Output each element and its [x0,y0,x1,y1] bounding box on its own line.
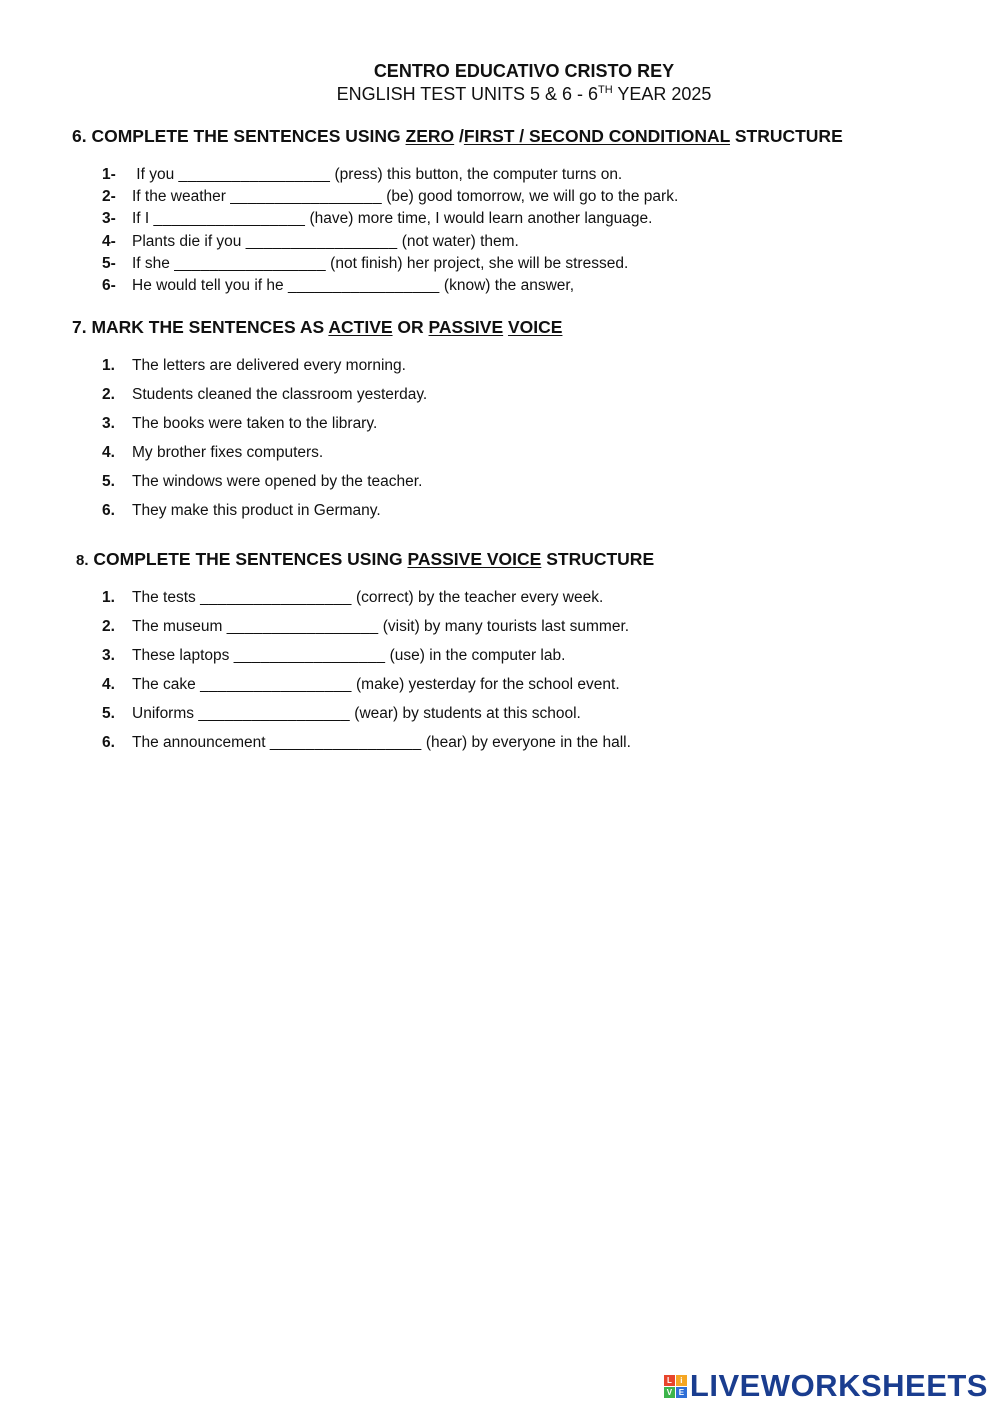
answer-blank[interactable]: _________________ [178,166,331,183]
document-header [0,60,1000,106]
list-item[interactable]: 2. Students cleaned the classroom yesterday. [102,386,428,403]
answer-blank[interactable]: _________________ [287,276,440,294]
list-item: 2. The museum _________________ (visit) by many tourists last summer. [102,618,630,635]
answer-blank[interactable]: _________________ [174,254,326,272]
answer-blank[interactable]: _________________ [153,210,306,228]
answer-blank[interactable]: _________________ [230,188,382,206]
brand-wordmark: LIVEWORKSHEETS [689,1368,988,1403]
liveworksheets-logo-icon: L i V E [664,1375,687,1398]
list-item[interactable]: 6. They make this product in Germany. [102,502,381,519]
list-item[interactable]: 5. The windows were opened by the teacher. [102,473,423,490]
answer-blank[interactable]: _________________ [200,676,352,693]
list-item: 3- If I _________________ (have) more time, I would learn another language. [102,210,653,228]
answer-blank[interactable]: _________________ [200,589,352,606]
section-6-title: 6. COMPLETE THE SENTENCES USING ZERO /FIRST / SECOND CONDITIONAL STRUCTURE [72,126,843,146]
answer-blank[interactable]: _________________ [226,618,379,635]
section-8-title: 8. COMPLETE THE SENTENCES USING PASSIVE VOICE STRUCTURE [76,549,655,569]
list-item[interactable]: 1. The letters are delivered every morning. [102,357,406,374]
list-item: 4. The cake _________________ (make) yesterday for the school event. [102,676,620,693]
answer-blank[interactable]: _________________ [245,232,398,250]
section-7-title: 7. MARK THE SENTENCES AS ACTIVE OR PASSIVE VOICE [72,317,563,337]
list-item: 1. The tests _________________ (correct) by the teacher every week. [102,589,604,606]
list-item[interactable]: 3. The books were taken to the library. [102,415,378,432]
answer-blank[interactable]: _________________ [269,734,422,751]
section-8-list [102,589,631,763]
list-item: 3. These laptops _________________ (use) in the computer lab. [102,647,566,664]
list-item: 4- Plants die if you _________________ (not water) them. [102,232,519,250]
list-item[interactable]: 4. My brother fixes computers. [102,444,324,461]
answer-blank[interactable]: _________________ [233,647,386,664]
list-item: 5- If she _________________ (not finish) her project, she will be stressed. [102,254,629,272]
answer-blank[interactable]: _________________ [198,705,350,722]
list-item: 6- He would tell you if he _________________ (know) the answer, [102,276,575,294]
list-item: 6. The announcement _________________ (hear) by everyone in the hall. [102,734,631,751]
test-subtitle: ENGLISH TEST UNITS 5 & 6 - 6TH YEAR 2025 [336,84,712,104]
liveworksheets-logo [664,1368,988,1404]
school-name: CENTRO EDUCATIVO CRISTO REY [373,61,675,81]
section-7-list [102,357,427,531]
list-item: 1- If you _________________ (press) this button, the computer turns on. [102,166,623,183]
list-item: 2- If the weather _________________ (be) good tomorrow, we will go to the park. [102,188,679,206]
section-6-list [102,166,678,299]
list-item: 5. Uniforms _________________ (wear) by students at this school. [102,705,581,722]
